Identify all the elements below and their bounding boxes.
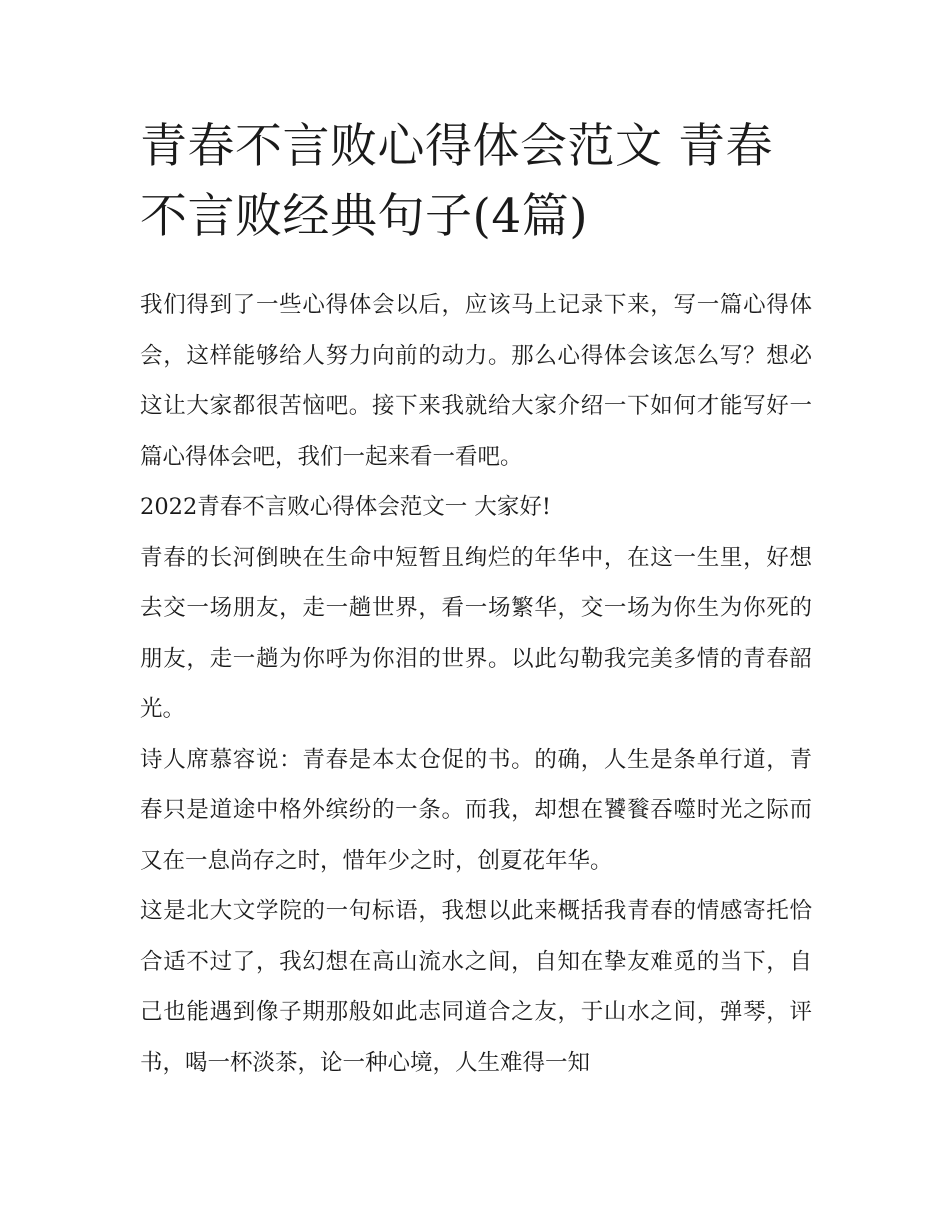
paragraph-body-2: 诗人席慕容说：青春是本太仓促的书。的确，人生是条单行道，青春只是道途中格外缤纷的一条。而我，却想在饕餮吞噬时光之际而又在一息尚存之时，惜年少之时，创夏花年华。 bbox=[140, 746, 812, 874]
document-page bbox=[140, 112, 812, 1088]
paragraph-body-1: 青春的长河倒映在生命中短暂且绚烂的年华中，在这一生里，好想去交一场朋友，走一趟世界，看一场繁华，交一场为你生为你死的朋友，走一趟为你呼为你泪的世界。以此勾勒我完美多情的青春韶光。 bbox=[140, 544, 812, 722]
paragraph-section-heading: 2022青春不言败心得体会范文一 大家好! bbox=[140, 494, 551, 520]
paragraph-intro: 我们得到了一些心得体会以后，应该马上记录下来，写一篇心得体会，这样能够给人努力向前的动力。那么心得体会该怎么写？想必这让大家都很苦恼吧。接下来我就给大家介绍一下如何才能写好一篇心得体会吧，我们一起来看一看吧。 bbox=[140, 292, 812, 470]
paragraph-body-3: 这是北大文学院的一句标语，我想以此来概括我青春的情感寄托恰合适不过了，我幻想在高山流水之间，自知在挚友难觅的当下，自己也能遇到像子期那般如此志同道合之友，于山水之间，弹琴，评书，喝一杯淡茶，论一种心境，人生难得一知 bbox=[140, 898, 812, 1076]
document-title: 青春不言败心得体会范文 青春不言败经典句子(4篇) bbox=[140, 119, 773, 244]
